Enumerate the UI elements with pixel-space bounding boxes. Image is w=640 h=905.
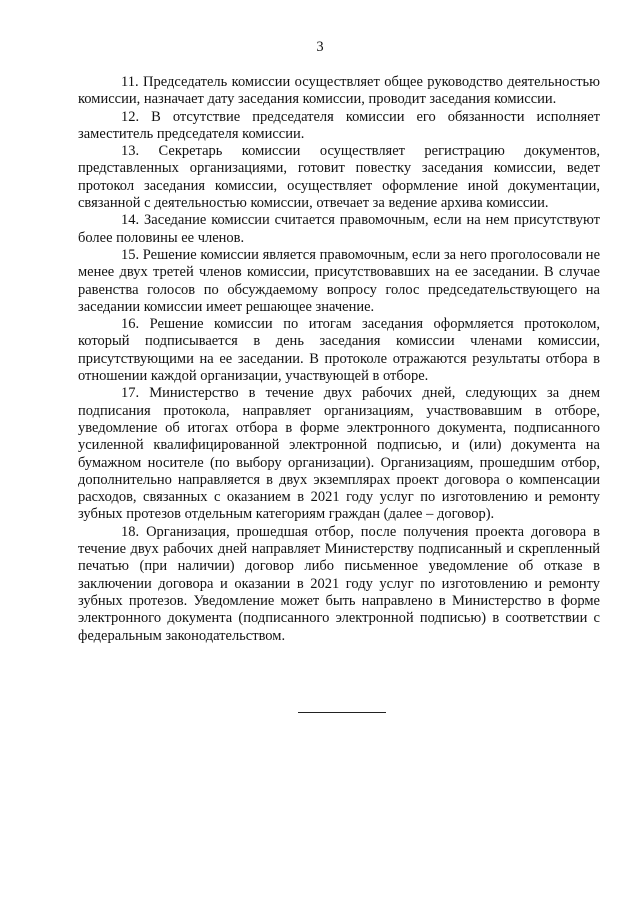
paragraph-11: 11. Председатель комиссии осуществляет общее руководство деятельностью комиссии, назначает дату заседания комиссии, проводит заседания комиссии. [78, 74, 600, 108]
paragraph-13: 13. Секретарь комиссии осуществляет регистрацию документов, представленных организациями, готовит повестку заседания комиссии, ведет протокол заседания комиссии, осуществляет оформление иной документации, связанной с деятельностью комиссии, отвечает за ведение архива комиссии. [78, 143, 600, 212]
paragraph-17: 17. Министерство в течение двух рабочих дней, следующих за днем подписания протокола, направляет организациям, участвовавшим в отборе, уведомление об итогах отбора в форме электронного документа, подписанного усиленной квалифицированной электронной подписью, и (или) документа на бумажном носителе (по выбору организации). Организациям, прошедшим отбор, дополнительно направляется в двух экземплярах проект договора о компенсации расходов, связанных с оказанием в 2021 году услуг по изготовлению и ремонту зубных протезов отдельным категориям граждан (далее – договор). [78, 385, 600, 523]
paragraph-16: 16. Решение комиссии по итогам заседания оформляется протоколом, который подписывается в день заседания комиссии членами комиссии, присутствующими на ее заседании. В протоколе отражаются результаты отбора в отношении каждой организации, участвующей в отборе. [78, 316, 600, 385]
paragraph-18: 18. Организация, прошедшая отбор, после получения проекта договора в течение двух рабочих дней направляет Министерству подписанный и скрепленный печатью (при наличии) договор либо письменное уведомление об отказе в заключении договора и оказании в 2021 году услуг по изготовлению и ремонту зубных протезов. Уведомление может быть направлено в Министерство в форме электронного документа (подписанного электронной подписью) в соответствии с федеральным законодательством. [78, 523, 600, 644]
paragraph-12: 12. В отсутствие председателя комиссии его обязанности исполняет заместитель председателя комиссии. [78, 108, 600, 142]
document-body [78, 74, 600, 645]
end-separator-line [298, 712, 386, 713]
paragraph-15: 15. Решение комиссии является правомочным, если за него проголосовали не менее двух третей членов комиссии, присутствовавших на ее заседании. В случае равенства голосов по обсуждаемому вопросу голос председательствующего на заседании комиссии имеет решающее значение. [78, 246, 600, 315]
page-number: 3 [316, 39, 324, 55]
paragraph-14: 14. Заседание комиссии считается правомочным, если на нем присутствуют более половины ее членов. [78, 212, 600, 246]
